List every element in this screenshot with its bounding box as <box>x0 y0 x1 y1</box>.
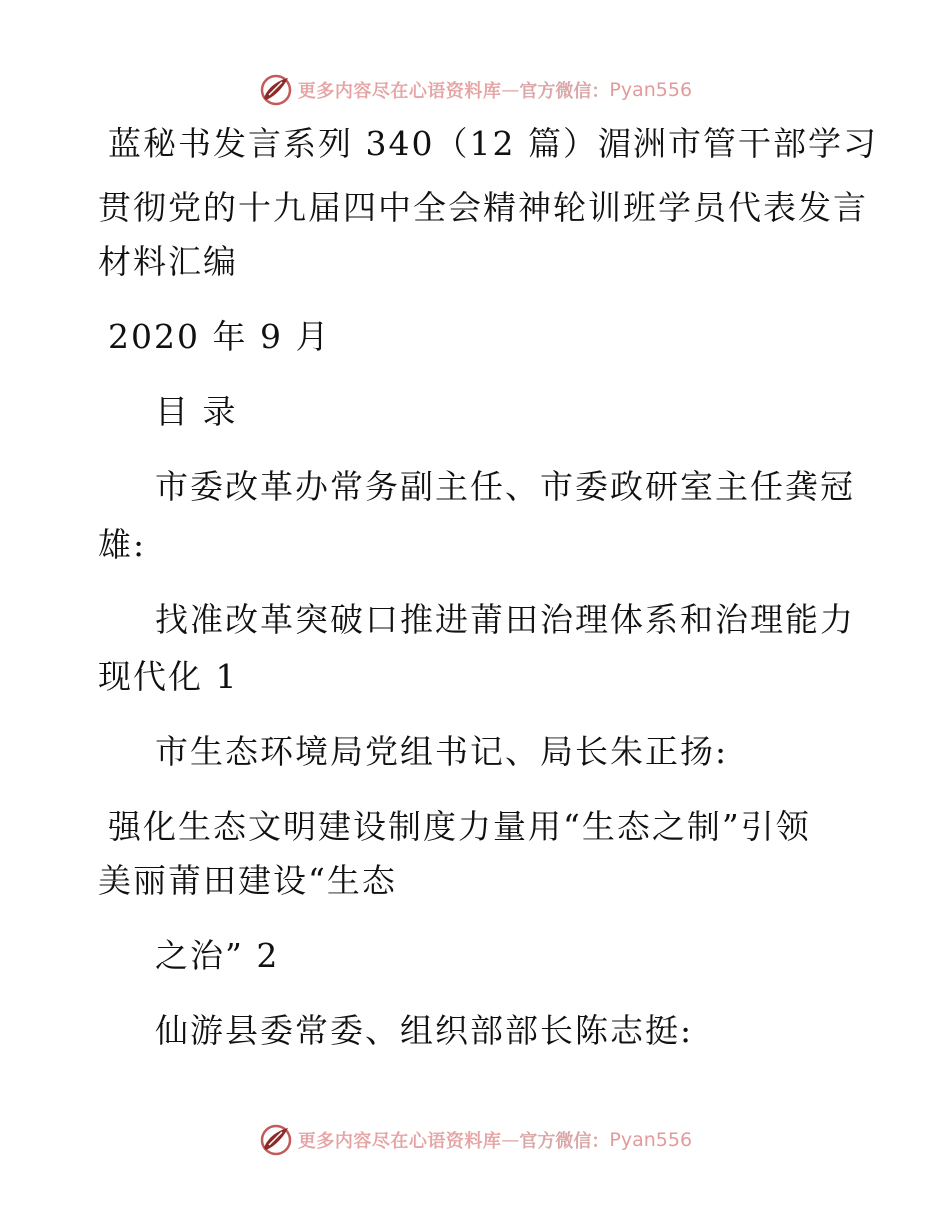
toc-entry-4: 现代化 1 <box>98 657 239 696</box>
toc-entry-5: 市生态环境局党组书记、局长朱正扬: <box>155 732 729 771</box>
watermark-main-text: 更多内容尽在心语资料库 <box>297 81 502 102</box>
watermark-dash: — <box>501 79 520 101</box>
toc-entry-2: 雄: <box>98 525 147 564</box>
watermark-account: Pyan556 <box>609 79 693 101</box>
title-line-3: 材料汇编 <box>98 242 238 281</box>
document-date: 2020 年 9 月 <box>108 317 331 356</box>
header-watermark <box>0 70 950 110</box>
toc-heading: 目 录 <box>155 392 238 431</box>
pen-nib-logo-icon <box>258 1122 294 1158</box>
toc-entry-3: 找准改革突破口推进莆田治理体系和治理能力 <box>155 600 855 639</box>
toc-entry-1: 市委改革办常务副主任、市委政研室主任龚冠 <box>155 467 855 506</box>
toc-entry-7: 美丽莆田建设“生态 <box>98 861 397 900</box>
title-line-2: 贯彻党的十九届四中全会精神轮训班学员代表发言 <box>98 188 868 227</box>
toc-entry-9: 仙游县委常委、组织部部长陈志挺: <box>155 1011 694 1050</box>
watermark-main-text: 更多内容尽在心语资料库 <box>297 1131 502 1152</box>
footer-watermark <box>0 1120 950 1160</box>
toc-entry-6: 强化生态文明建设制度力量用“生态之制”引领 <box>108 807 811 846</box>
pen-nib-logo-icon <box>258 72 294 108</box>
watermark-sub-text: 官方微信： <box>519 81 610 102</box>
toc-entry-8: 之治” 2 <box>155 936 280 975</box>
watermark-sub-text: 官方微信： <box>519 1131 610 1152</box>
title-line-1: 蓝秘书发言系列 340（12 篇）湄洲市管干部学习 <box>108 124 878 163</box>
watermark-dash: — <box>501 1129 520 1151</box>
watermark-account: Pyan556 <box>609 1129 693 1151</box>
